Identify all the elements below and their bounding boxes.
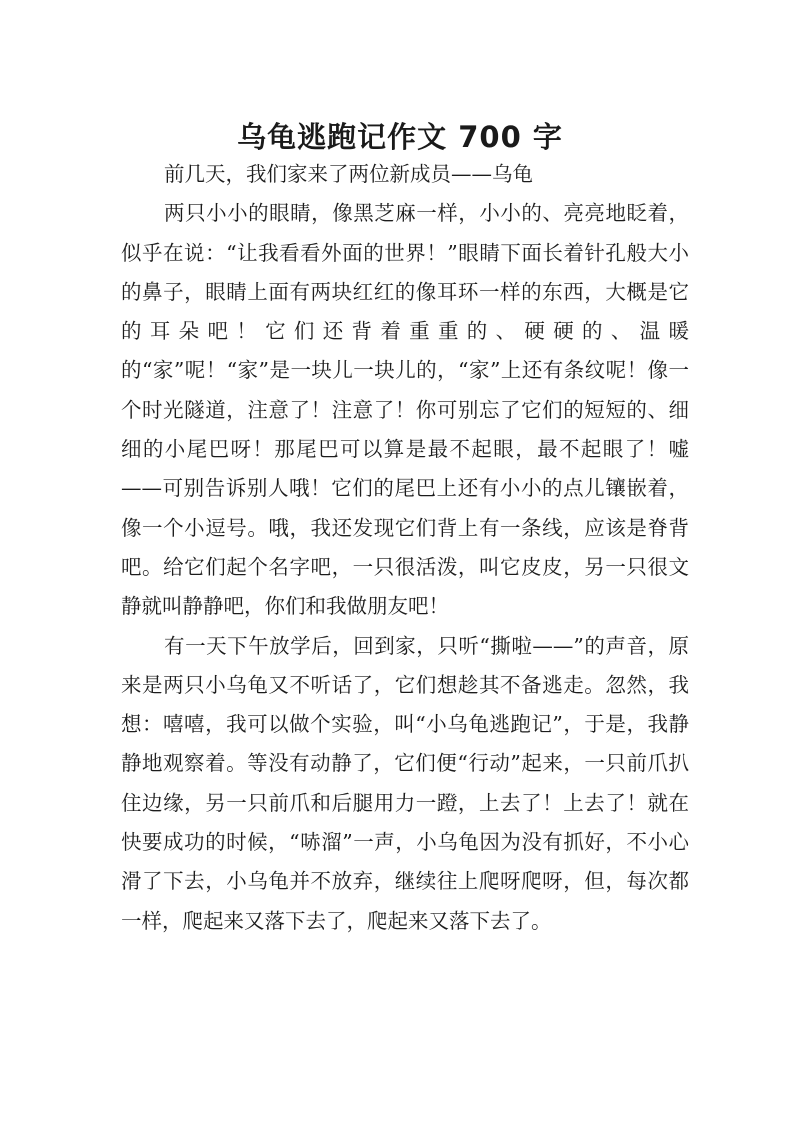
document-body: [121, 155, 689, 941]
paragraph-1: 前几天，我们家来了两位新成员——乌龟: [164, 162, 534, 186]
document-title: 乌龟逃跑记作文 700 字: [237, 120, 563, 155]
paragraph-2: 两只小小的眼睛，像黑芝麻一样，小小的、亮亮地眨着，似乎在说：“让我看看外面的世界！”眼睛下面长着针孔般大小的鼻子，眼睛上面有两块红红的像耳环一样的东西，大概是它的耳朵吧！它们还背着重重的、硬硬的、温暖的“家”呢！“家”是一块儿一块儿的，“家”上还有条纹呢！像一个时光隧道，注意了！注意了！你可别忘了它们的短短的、细细的小尾巴呀！那尾巴可以算是最不起眼，最不起眼了！嘘——可别告诉别人哦！它们的尾巴上还有小小的点儿镶嵌着，像一个小逗号。哦，我还发现它们背上有一条线，应该是脊背吧。给它们起个名字吧，一只很活泼，叫它皮皮，另一只很文静就叫静静吧，你们和我做朋友吧！: [121, 201, 689, 619]
paragraph-3: 有一天下午放学后，回到家，只听“撕啦——”的声音，原来是两只小乌龟又不听话了，它们想趁其不备逃走。忽然，我想：嘻嘻，我可以做个实验，叫“小乌龟逃跑记”，于是，我静静地观察着。等没有动静了，它们便“行动”起来，一只前爪扒住边缘，另一只前爪和后腿用力一蹬，上去了！上去了！就在快要成功的时候，“哧溜”一声，小乌龟因为没有抓好，不小心滑了下去，小乌龟并不放弃，继续往上爬呀爬呀，但，每次都一样，爬起来又落下去了，爬起来又落下去了。: [121, 633, 689, 933]
